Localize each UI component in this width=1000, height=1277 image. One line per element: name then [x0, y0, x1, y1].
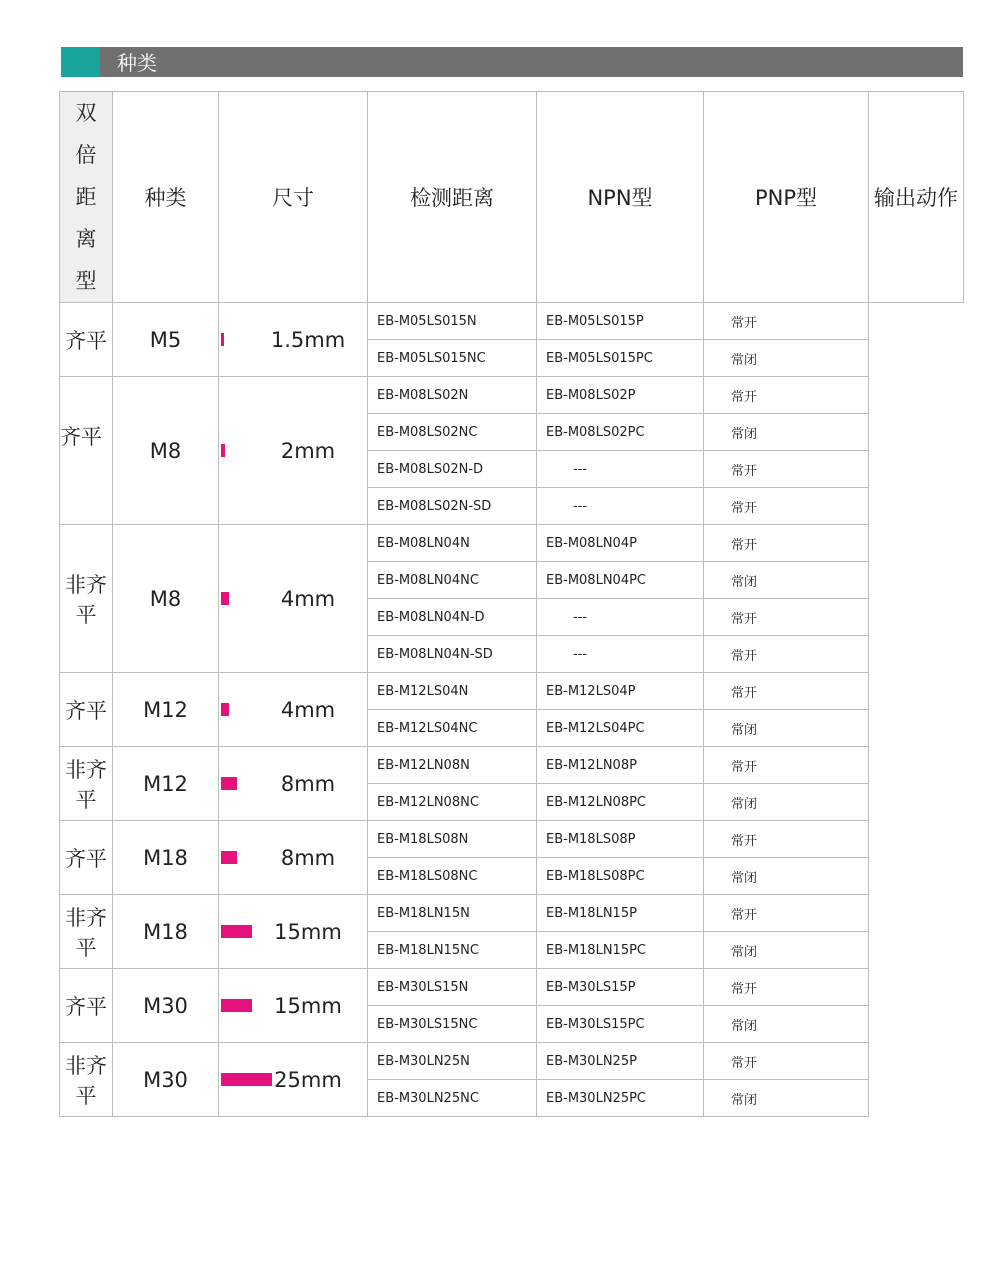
output-action-cell: 常闭	[704, 710, 869, 747]
npn-model-cell: EB-M30LN25NC	[368, 1080, 537, 1117]
table-row	[60, 525, 964, 562]
table-row	[60, 673, 964, 710]
size-cell: M12	[113, 747, 219, 821]
distance-cell	[219, 747, 368, 821]
output-action-cell: 常闭	[704, 414, 869, 451]
type-cell: 非齐平	[60, 525, 113, 673]
table-row	[60, 895, 964, 932]
distance-cell	[219, 377, 368, 525]
pnp-model-cell: EB-M08LS02P	[537, 377, 704, 414]
distance-value: 4mm	[280, 586, 336, 611]
npn-model-cell: EB-M30LN25N	[368, 1043, 537, 1080]
output-action-cell: 常开	[704, 377, 869, 414]
pnp-model-cell: EB-M18LS08PC	[537, 858, 704, 895]
output-action-cell: 常闭	[704, 562, 869, 599]
output-action-cell: 常开	[704, 488, 869, 525]
output-action-cell: 常闭	[704, 858, 869, 895]
distance-cell	[219, 525, 368, 673]
npn-model-cell: EB-M05LS015N	[368, 303, 537, 340]
output-action-cell: 常开	[704, 969, 869, 1006]
column-header-size: 尺寸	[219, 92, 368, 303]
spec-table	[59, 91, 964, 1117]
npn-model-cell: EB-M05LS015NC	[368, 340, 537, 377]
distance-cell	[219, 1043, 368, 1117]
pnp-model-cell: EB-M12LN08P	[537, 747, 704, 784]
pnp-model-cell: EB-M18LN15PC	[537, 932, 704, 969]
distance-value: 8mm	[280, 845, 336, 870]
npn-model-cell: EB-M30LS15N	[368, 969, 537, 1006]
pnp-model-cell: EB-M08LN04PC	[537, 562, 704, 599]
group-label: 双倍距离型	[75, 101, 97, 293]
pnp-model-cell: ---	[537, 636, 704, 673]
npn-model-cell: EB-M18LN15NC	[368, 932, 537, 969]
size-cell: M18	[113, 895, 219, 969]
type-cell: 非齐平	[60, 1043, 113, 1117]
table-row	[60, 303, 964, 340]
output-action-cell: 常闭	[704, 340, 869, 377]
size-cell: M8	[113, 377, 219, 525]
size-cell: M8	[113, 525, 219, 673]
npn-model-cell: EB-M08LN04N	[368, 525, 537, 562]
size-cell: M30	[113, 1043, 219, 1117]
size-cell: M18	[113, 821, 219, 895]
size-cell: M12	[113, 673, 219, 747]
output-action-cell: 常开	[704, 636, 869, 673]
output-action-cell: 常开	[704, 821, 869, 858]
output-action-cell: 常开	[704, 525, 869, 562]
distance-value: 8mm	[280, 771, 336, 796]
section-header	[61, 47, 963, 77]
output-action-cell: 常开	[704, 451, 869, 488]
pnp-model-cell: EB-M30LS15PC	[537, 1006, 704, 1043]
column-header-pnp: PNP型	[704, 92, 869, 303]
distance-cell	[219, 303, 368, 377]
column-header-output: 输出动作	[869, 92, 964, 303]
output-action-cell: 常闭	[704, 1080, 869, 1117]
pnp-model-cell: EB-M12LS04PC	[537, 710, 704, 747]
type-cell: 齐平	[60, 673, 113, 747]
type-cell: 齐平	[60, 969, 113, 1043]
type-cell: 非齐平	[60, 895, 113, 969]
npn-model-cell: EB-M12LS04N	[368, 673, 537, 710]
distance-cell	[219, 895, 368, 969]
npn-model-cell: EB-M08LS02N	[368, 377, 537, 414]
pnp-model-cell: EB-M18LN15P	[537, 895, 704, 932]
table-row	[60, 821, 964, 858]
type-cell: 齐平	[60, 303, 113, 377]
distance-cell	[219, 673, 368, 747]
output-action-cell: 常开	[704, 1043, 869, 1080]
pnp-model-cell: EB-M12LS04P	[537, 673, 704, 710]
pnp-model-cell: EB-M08LS02PC	[537, 414, 704, 451]
distance-value: 25mm	[274, 1067, 342, 1092]
pnp-model-cell: EB-M30LN25PC	[537, 1080, 704, 1117]
pnp-model-cell: ---	[537, 488, 704, 525]
pnp-model-cell: ---	[537, 599, 704, 636]
column-header-npn: NPN型	[537, 92, 704, 303]
distance-cell	[219, 969, 368, 1043]
pnp-model-cell: ---	[537, 451, 704, 488]
output-action-cell: 常开	[704, 599, 869, 636]
type-cell: 齐平	[60, 821, 113, 895]
table-row	[60, 1043, 964, 1080]
output-action-cell: 常开	[704, 673, 869, 710]
output-action-cell: 常开	[704, 303, 869, 340]
npn-model-cell: EB-M08LN04N-SD	[368, 636, 537, 673]
npn-model-cell: EB-M08LS02N-SD	[368, 488, 537, 525]
type-cell: 非齐平	[60, 747, 113, 821]
size-cell: M30	[113, 969, 219, 1043]
table-body	[60, 303, 964, 1117]
npn-model-cell: EB-M08LN04N-D	[368, 599, 537, 636]
pnp-model-cell: EB-M30LS15P	[537, 969, 704, 1006]
output-action-cell: 常闭	[704, 932, 869, 969]
npn-model-cell: EB-M08LN04NC	[368, 562, 537, 599]
npn-model-cell: EB-M12LN08N	[368, 747, 537, 784]
output-action-cell: 常闭	[704, 1006, 869, 1043]
distance-value: 2mm	[280, 438, 336, 463]
output-action-cell: 常闭	[704, 784, 869, 821]
npn-model-cell: EB-M08LS02NC	[368, 414, 537, 451]
table-row	[60, 969, 964, 1006]
npn-model-cell: EB-M30LS15NC	[368, 1006, 537, 1043]
distance-value: 4mm	[280, 697, 336, 722]
pnp-model-cell: EB-M05LS015PC	[537, 340, 704, 377]
size-cell: M5	[113, 303, 219, 377]
distance-value: 15mm	[274, 993, 342, 1018]
type-cell: 齐平	[60, 377, 113, 525]
pnp-model-cell: EB-M05LS015P	[537, 303, 704, 340]
npn-model-cell: EB-M12LN08NC	[368, 784, 537, 821]
group-label-cell	[60, 92, 113, 303]
npn-model-cell: EB-M12LS04NC	[368, 710, 537, 747]
pnp-model-cell: EB-M18LS08P	[537, 821, 704, 858]
output-action-cell: 常开	[704, 895, 869, 932]
section-title: 种类	[117, 51, 157, 75]
distance-value: 15mm	[274, 919, 342, 944]
table-header-row	[60, 92, 964, 303]
npn-model-cell: EB-M18LS08NC	[368, 858, 537, 895]
table-row	[60, 747, 964, 784]
npn-model-cell: EB-M08LS02N-D	[368, 451, 537, 488]
pnp-model-cell: EB-M08LN04P	[537, 525, 704, 562]
pnp-model-cell: EB-M30LN25P	[537, 1043, 704, 1080]
npn-model-cell: EB-M18LN15N	[368, 895, 537, 932]
distance-value: 1.5mm	[270, 327, 346, 352]
output-action-cell: 常开	[704, 747, 869, 784]
header-accent-block	[61, 47, 100, 77]
npn-model-cell: EB-M18LS08N	[368, 821, 537, 858]
pnp-model-cell: EB-M12LN08PC	[537, 784, 704, 821]
column-header-type: 种类	[113, 92, 219, 303]
distance-cell	[219, 821, 368, 895]
table-row	[60, 377, 964, 414]
column-header-distance: 检测距离	[368, 92, 537, 303]
